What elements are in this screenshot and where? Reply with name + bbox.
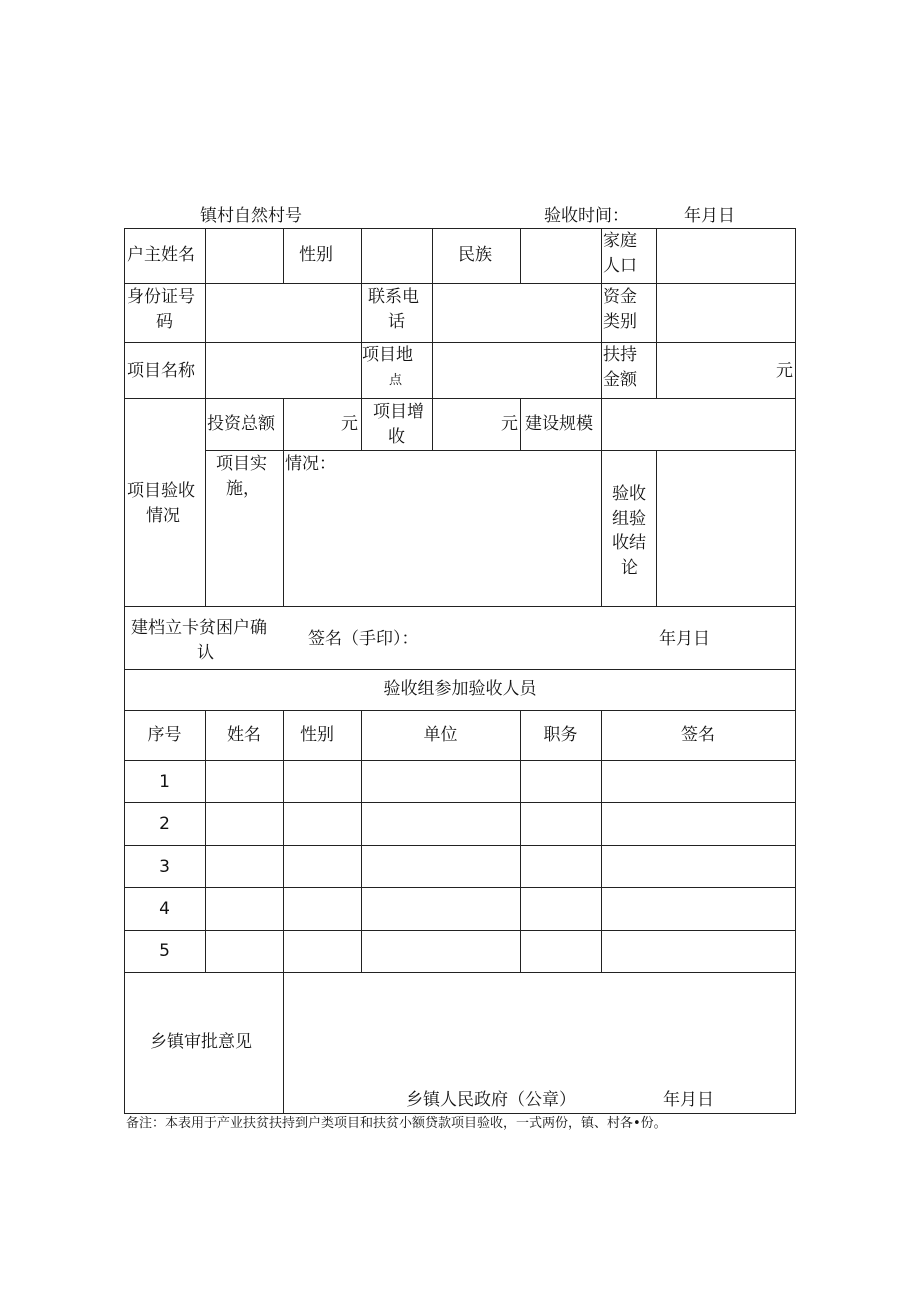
confirmation-label: 认 xyxy=(197,643,214,663)
confirmation-date: 年月日 xyxy=(659,629,710,649)
inspection-time-label: 验收时间： xyxy=(544,206,629,226)
grid-line xyxy=(795,228,796,1114)
implementation-label: 施， xyxy=(226,479,260,499)
footnote: 备注：本表用于产业扶贫扶持到户类项目和扶贫小额贷款项目验收，一式两份，镇、村各•份。 xyxy=(126,1116,667,1131)
members-entry-area[interactable] xyxy=(206,761,795,972)
column-header: 签名 xyxy=(681,725,715,745)
grid-line xyxy=(124,710,796,711)
grid-line xyxy=(361,398,362,450)
grid-line xyxy=(283,228,284,283)
income-increase-label: 收 xyxy=(388,427,405,447)
family-size-label: 家庭 xyxy=(603,231,637,251)
header-date: 年月日 xyxy=(684,206,735,226)
inspection-section-label: 情况 xyxy=(146,506,180,526)
row-number: 3 xyxy=(159,857,170,877)
grid-line xyxy=(124,669,796,670)
conclusion-label: 组验 xyxy=(612,509,646,529)
signature-label: 签名（手印）： xyxy=(308,629,419,649)
project-location-label: 项目地 xyxy=(362,345,413,365)
approval-label: 乡镇审批意见 xyxy=(150,1032,252,1052)
row-number: 2 xyxy=(159,814,170,834)
construction-scale-label: 建设规模 xyxy=(525,414,593,434)
fund-type-label: 类别 xyxy=(603,312,637,332)
phone-label: 话 xyxy=(388,312,405,332)
construction-scale-field[interactable] xyxy=(602,399,795,450)
confirmation-label: 建档立卡贫困户确 xyxy=(131,618,267,638)
column-header: 单位 xyxy=(423,725,458,745)
row-number: 5 xyxy=(159,941,170,961)
grid-line xyxy=(432,398,433,450)
id-number-field[interactable] xyxy=(206,284,361,342)
project-name-field[interactable] xyxy=(206,343,361,398)
signature-field[interactable] xyxy=(430,612,650,666)
conclusion-label: 论 xyxy=(621,558,638,578)
grid-line xyxy=(432,228,433,283)
householder-name-label: 户主姓名 xyxy=(127,245,195,265)
implementation-status-field[interactable] xyxy=(284,476,600,604)
row-number: 4 xyxy=(159,899,170,919)
approval-date: 年月日 xyxy=(663,1090,714,1110)
implementation-label: 项目实 xyxy=(216,454,267,474)
implementation-status-label: 情况： xyxy=(285,454,336,474)
fund-type-label: 资金 xyxy=(603,287,637,307)
conclusion-label: 收结 xyxy=(612,533,646,553)
grid-line xyxy=(601,228,602,283)
support-amount-label: 金额 xyxy=(603,370,637,390)
phone-field[interactable] xyxy=(433,284,601,342)
support-amount-unit: 元 xyxy=(776,361,793,381)
ethnicity-label: 民族 xyxy=(458,245,492,265)
members-title: 验收组参加验收人员 xyxy=(383,679,537,699)
grid-line xyxy=(361,283,362,398)
family-size-field[interactable] xyxy=(657,229,795,283)
total-investment-label: 投资总额 xyxy=(207,414,275,434)
grid-line xyxy=(124,1113,796,1114)
inspection-section-label: 项目验收 xyxy=(127,481,195,501)
project-name-label: 项目名称 xyxy=(127,361,195,381)
column-header: 性别 xyxy=(300,725,334,745)
income-increase-unit: 元 xyxy=(501,414,518,434)
project-location-field[interactable] xyxy=(433,343,601,398)
id-number-label: 码 xyxy=(156,312,173,332)
grid-line xyxy=(205,398,206,606)
id-number-label: 身份证号 xyxy=(127,287,195,307)
approval-opinion-field[interactable] xyxy=(284,973,795,1083)
conclusion-field[interactable] xyxy=(657,451,795,606)
column-header: 序号 xyxy=(147,725,182,745)
householder-name-field[interactable] xyxy=(206,229,283,283)
header-location: 镇村自然村号 xyxy=(200,206,302,226)
fund-type-field[interactable] xyxy=(657,284,795,342)
grid-line xyxy=(601,283,602,398)
grid-line xyxy=(124,228,125,1114)
gender-label: 性别 xyxy=(299,245,333,265)
project-location-label: 点 xyxy=(389,373,403,388)
phone-label: 联系电 xyxy=(368,287,419,307)
column-header: 职务 xyxy=(543,725,578,745)
income-increase-label: 项目增 xyxy=(373,402,424,422)
column-header: 姓名 xyxy=(227,725,261,745)
family-size-label: 人口 xyxy=(603,256,637,276)
approval-seal-label: 乡镇人民政府（公章） xyxy=(406,1090,576,1110)
grid-line xyxy=(124,606,796,607)
conclusion-label: 验收 xyxy=(612,484,646,504)
ethnicity-field[interactable] xyxy=(521,229,601,283)
row-number: 1 xyxy=(159,772,170,792)
gender-field[interactable] xyxy=(362,229,432,283)
total-investment-unit: 元 xyxy=(341,414,358,434)
support-amount-label: 扶持 xyxy=(603,345,637,365)
grid-line xyxy=(520,398,521,450)
